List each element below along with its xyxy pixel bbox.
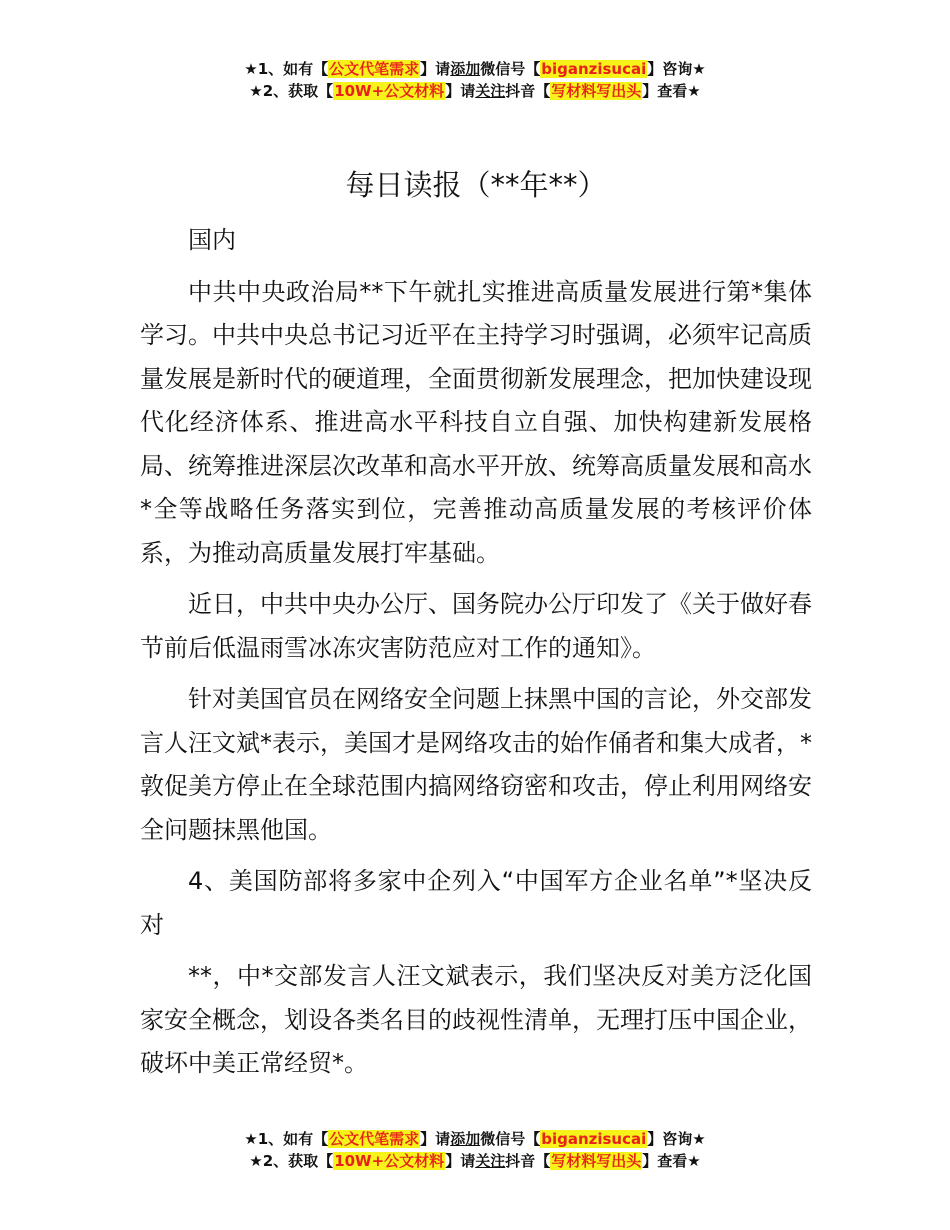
- paragraph-section-heading: 国内: [188, 226, 236, 254]
- paragraph-news-heading: 4、美国防部将多家中企列入“中国军方企业名单”*坚决反对: [140, 867, 812, 939]
- banner-text: 微信号【: [480, 1130, 541, 1148]
- banner-text: 】咨询★: [647, 60, 706, 78]
- banner-text: 】请: [420, 60, 451, 78]
- header-banner: [0, 58, 950, 102]
- banner-text: 】查看★: [642, 82, 701, 100]
- banner-text: 抖音【: [505, 1152, 551, 1170]
- banner-emphasis: 关注: [475, 82, 506, 100]
- banner-text: ★1、如有【: [244, 1130, 329, 1148]
- paragraph: **，中*交部发言人汪文斌表示，我们坚决反对美方泛化国家安全概念，划设各类名目的歧视性清单，无理打压中国企业，破坏中美正常经贸*。: [140, 962, 812, 1077]
- banner-highlight: 写材料写出头: [551, 82, 642, 100]
- banner-highlight: 10W+公文材料: [334, 82, 445, 100]
- paragraph: 中共中央政治局**下午就扎实推进高质量发展进行第*集体学习。中共中央总书记习近平在主持学习时强调，必须牢记高质量发展是新时代的硬道理，全面贯彻新发展理念，把加快建设现代化经济体系、推进高水平科技自立自强、加快构建新发展格局、统筹推进深层次改革和高水平开放、统筹高质量发展和高水*全等战略任务落实到位，完善推动高质量发展的考核评价体系，为推动高质量发展打牢基础。: [140, 277, 812, 567]
- banner-emphasis: 添加: [450, 1130, 481, 1148]
- banner-text: ★2、获取【: [249, 1152, 334, 1170]
- banner-text: 】请: [445, 1152, 476, 1170]
- banner-highlight: biganzisucai: [541, 60, 647, 78]
- paragraph: 近日，中共中央办公厅、国务院办公厅印发了《关于做好春节前后低温雨雪冰冻灾害防范应对工作的通知》。: [140, 590, 812, 662]
- document-title: 每日读报（**年**）: [345, 168, 607, 202]
- banner-text: 】请: [420, 1130, 451, 1148]
- banner-highlight: 公文代笔需求: [329, 1130, 420, 1148]
- banner-text: 】咨询★: [647, 1130, 706, 1148]
- paragraph: 针对美国官员在网络安全问题上抹黑中国的言论，外交部发言人汪文斌*表示，美国才是网络攻击的始作俑者和集大成者，*敦促美方停止在全球范围内搞网络窃密和攻击，停止利用网络安全问题抹黑他国。: [140, 685, 812, 844]
- document-page: [140, 165, 812, 1094]
- banner-text: 抖音【: [505, 82, 551, 100]
- banner-highlight: 10W+公文材料: [334, 1152, 445, 1170]
- banner-emphasis: 添加: [450, 60, 481, 78]
- footer-banner: [0, 1128, 950, 1172]
- banner-highlight: 写材料写出头: [551, 1152, 642, 1170]
- banner-line-2: [0, 1150, 950, 1172]
- banner-highlight: 公文代笔需求: [329, 60, 420, 78]
- banner-highlight: biganzisucai: [541, 1130, 647, 1148]
- banner-emphasis: 关注: [475, 1152, 506, 1170]
- banner-line-2: [0, 80, 950, 102]
- banner-text: 微信号【: [480, 60, 541, 78]
- banner-text: 】查看★: [642, 1152, 701, 1170]
- banner-text: ★2、获取【: [249, 82, 334, 100]
- banner-line-1: [0, 1128, 950, 1150]
- banner-text: 】请: [445, 82, 476, 100]
- banner-text: ★1、如有【: [244, 60, 329, 78]
- banner-line-1: [0, 58, 950, 80]
